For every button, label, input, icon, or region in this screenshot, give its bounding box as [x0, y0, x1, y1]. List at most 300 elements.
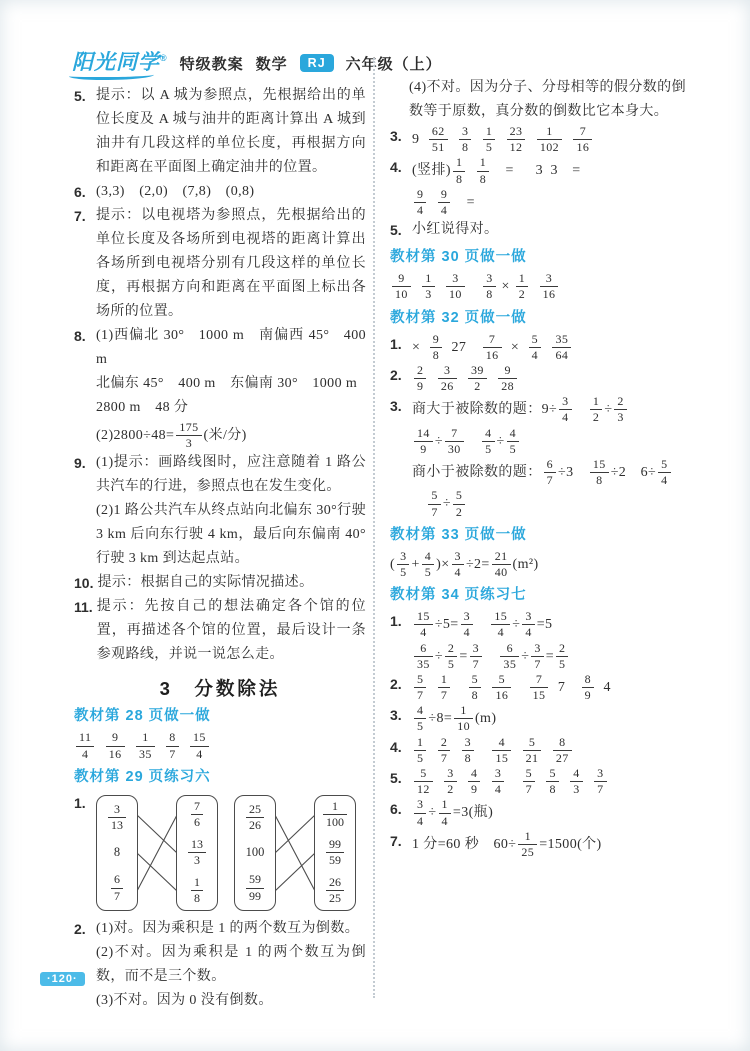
item-number: 2.: [390, 675, 402, 692]
fraction: [507, 427, 519, 456]
matching-value: [324, 875, 346, 906]
fraction: [492, 767, 504, 796]
answer-item: [74, 595, 366, 667]
fraction: [556, 642, 568, 671]
fraction-denominator: 26: [440, 379, 454, 394]
fraction-denominator: 4: [454, 564, 461, 579]
fraction-numerator: 1: [453, 156, 465, 171]
item-content: [412, 332, 686, 363]
matching-box-left: [234, 795, 276, 911]
fraction-numerator: 3: [461, 610, 473, 625]
fraction: [500, 642, 519, 671]
fraction-denominator: 35: [503, 656, 517, 671]
fraction: [326, 876, 344, 905]
answer-line: [412, 735, 686, 766]
fraction: [468, 364, 487, 393]
fraction-denominator: 5: [417, 719, 424, 734]
fraction: [414, 736, 426, 765]
fraction-denominator: 5: [417, 750, 424, 765]
textbook-page-heading: 教材第 28 页做一做: [74, 708, 211, 725]
answer-item: [74, 917, 366, 1013]
answer-item: [74, 571, 366, 595]
fraction-numerator: 7: [530, 673, 549, 688]
fraction: [414, 798, 426, 827]
answer-item: [390, 609, 686, 672]
item-number: 5.: [390, 770, 402, 786]
answer-item: [74, 204, 366, 324]
answer-line: 商小于被除数的题： $\frac{6}{7}$ ÷3 $\frac{15}{8}$ ÷2 6÷ $\frac{5}{4}$: [412, 457, 686, 488]
fraction: [191, 800, 203, 829]
fraction: [614, 395, 626, 424]
series-label: 特级教案: [179, 55, 244, 73]
matching-value: [106, 802, 128, 833]
answer-line: $\frac{3}{4}$ ÷ $\frac{1}{4}$ =3(瓶): [412, 797, 686, 828]
fraction: [439, 798, 451, 827]
fraction: [590, 458, 609, 487]
fraction: [552, 333, 571, 362]
answer-line: (1)对。因为乘积是 1 的两个数互为倒数。: [96, 920, 360, 936]
fraction: [188, 838, 206, 867]
fraction-numerator: 7: [191, 800, 203, 815]
fraction-denominator: 4: [196, 746, 203, 761]
fraction-numerator: 5: [492, 673, 511, 688]
fraction: [106, 731, 125, 760]
item-content: [96, 180, 366, 204]
item-content: [412, 766, 686, 797]
answer-item: [390, 703, 686, 734]
fraction-numerator: 59: [246, 873, 264, 888]
answer-line: 9 $\frac{62}{51}$ $\frac{3}{8}$ $\frac{1}{5}$ $\frac{23}{12}$ $\frac{1}{102}$ $\frac{7}{16}$: [412, 124, 686, 155]
fraction-numerator: 1: [516, 272, 528, 287]
column-divider: [373, 58, 375, 998]
fraction-numerator: 9: [498, 364, 517, 379]
fraction-denominator: 2: [518, 287, 526, 302]
answer-row: [390, 271, 686, 302]
answer-line: 商大于被除数的题：9÷ $\frac{3}{4}$ $\frac{1}{2}$ ÷ $\frac{2}{3}$: [412, 394, 686, 425]
fraction-denominator: 16: [108, 746, 122, 761]
fraction-numerator: 4: [422, 550, 434, 565]
fraction-denominator: 4: [494, 782, 502, 797]
item-number: 3.: [390, 398, 402, 415]
fraction: [483, 333, 502, 362]
fraction: [582, 673, 594, 702]
fraction-denominator: 4: [661, 473, 668, 488]
fraction-denominator: 2: [592, 410, 600, 425]
fraction: [530, 673, 549, 702]
fraction-denominator: 3: [573, 782, 580, 797]
item-number: 4.: [390, 738, 402, 755]
fraction-denominator: 7: [440, 750, 448, 765]
fraction-numerator: 3: [446, 272, 465, 287]
fraction: [438, 673, 450, 702]
fraction-numerator: 1: [537, 125, 562, 140]
fraction-numerator: 13: [188, 838, 206, 853]
fraction-denominator: 30: [447, 441, 461, 456]
fraction-denominator: 4: [525, 625, 532, 640]
fraction-numerator: 15: [414, 610, 433, 625]
fraction-numerator: 3: [414, 798, 426, 813]
fraction-numerator: 8: [166, 731, 178, 746]
fraction-numerator: 1: [422, 272, 434, 287]
fraction: [414, 642, 433, 671]
fraction-denominator: 5: [509, 441, 517, 456]
answer-line: 北偏东 45° 400 m 东偏南 30° 1000 m: [96, 376, 358, 391]
fraction-numerator: 26: [326, 876, 344, 891]
matching-value: [244, 802, 266, 833]
fraction: [446, 272, 465, 301]
fraction: [454, 704, 473, 733]
answer-item: [390, 218, 686, 242]
item-content: [96, 451, 366, 571]
fraction-numerator: 2: [414, 364, 426, 379]
fraction: [518, 830, 537, 859]
fraction-denominator: 5: [400, 564, 407, 579]
fraction-denominator: 8: [462, 140, 469, 155]
fraction: [246, 803, 264, 832]
fraction-numerator: 99: [326, 838, 344, 853]
fraction-denominator: 26: [249, 817, 261, 832]
item-number: 5.: [74, 88, 86, 104]
answer-line: (3)不对。因为 0 没有倒数。: [96, 992, 273, 1008]
fraction-numerator: 21: [492, 550, 511, 565]
item-number: 9.: [74, 455, 86, 472]
fraction-denominator: 4: [531, 347, 539, 362]
fraction: [594, 767, 606, 796]
textbook-page-heading: 教材第 29 页练习六: [74, 768, 211, 785]
fraction-numerator: 2: [614, 395, 626, 410]
fraction: [414, 673, 426, 702]
fraction: [111, 873, 123, 902]
answer-item: [390, 394, 686, 520]
fraction: [459, 125, 471, 154]
fraction: [529, 333, 541, 362]
item-content: [97, 571, 366, 595]
item-number: 2.: [74, 920, 86, 937]
fraction: [392, 272, 411, 301]
fraction: [461, 610, 473, 639]
item-number: 3.: [390, 128, 402, 144]
fraction-numerator: 9: [438, 188, 450, 203]
fraction-denominator: 7: [597, 782, 604, 797]
fraction-denominator: 8: [471, 688, 479, 703]
answer-item: [390, 829, 686, 860]
fraction-denominator: 99: [249, 888, 261, 903]
fraction-denominator: 7: [472, 656, 480, 671]
fraction-numerator: 1: [414, 736, 426, 751]
fraction-denominator: 9: [584, 688, 592, 703]
fraction-numerator: 1: [518, 830, 537, 845]
fraction-denominator: 16: [576, 140, 590, 155]
fraction-numerator: 4: [482, 427, 494, 442]
textbook-page-heading: 教材第 34 页练习七: [390, 587, 527, 604]
fraction-denominator: 10: [457, 719, 470, 734]
fraction-denominator: 3: [194, 853, 200, 868]
fraction-denominator: 8: [596, 473, 603, 488]
fraction: [323, 800, 347, 829]
fraction: [516, 272, 528, 301]
fraction-numerator: 5: [529, 333, 541, 348]
textbook-page-heading: 教材第 32 页做一做: [390, 309, 527, 326]
answer-line: 小红说得对。: [412, 222, 499, 238]
fraction-numerator: 1: [477, 156, 489, 171]
fraction-numerator: 175: [176, 421, 201, 436]
item-content: [412, 363, 686, 394]
matching-value: [186, 837, 208, 868]
fraction-denominator: 9: [471, 782, 478, 797]
item-number: 8.: [74, 328, 86, 344]
fraction-numerator: 4: [468, 767, 480, 782]
item-number: 7.: [74, 208, 86, 224]
answer-line: [412, 766, 686, 797]
answer-line: $\frac{6}{35}$ ÷ $\frac{2}{5}$ = $\frac{3}{7}$ $\frac{6}{35}$ ÷ $\frac{3}{7}$ = $\frac{2}{5}$: [412, 641, 686, 672]
fraction: [544, 458, 556, 487]
item-number: 6.: [74, 184, 86, 200]
fraction: [414, 767, 433, 796]
fraction-denominator: 7: [114, 888, 120, 903]
answer-line: $\frac{9}{4}$ $\frac{9}{4}$ =: [412, 187, 686, 218]
fraction-denominator: 4: [463, 625, 470, 640]
fraction: [445, 642, 457, 671]
fraction-numerator: 1: [590, 395, 602, 410]
fraction-numerator: 6: [544, 458, 556, 473]
matching-value: [189, 875, 205, 906]
item-content: [412, 155, 686, 218]
fraction-denominator: 3: [617, 410, 624, 425]
answer-line: $\frac{4}{5}$ ÷8= $\frac{1}{10}$ (m): [412, 703, 686, 734]
item-content: [412, 829, 686, 860]
fraction: [483, 272, 495, 301]
fraction-numerator: 5: [523, 736, 542, 751]
answer-line: (1)提示：画路线图时，应注意随着 1 路公共汽车的行进，参照点也在发生变化。: [96, 455, 366, 495]
fraction: [573, 125, 592, 154]
fraction-numerator: 3: [483, 272, 495, 287]
answer-item: [74, 84, 366, 180]
textbook-page-heading: 教材第 33 页做一做: [390, 526, 527, 543]
fraction-denominator: 25: [329, 891, 341, 906]
textbook-page-heading: 教材第 30 页做一做: [390, 249, 527, 266]
fraction-numerator: 11: [76, 731, 94, 746]
answer-line: (2)不对。因为乘积是 1 的两个数互为倒数，而不是三个数。: [96, 944, 366, 984]
fraction-denominator: 6: [194, 815, 200, 830]
item-content: [412, 797, 686, 828]
item-number: 3.: [390, 707, 402, 724]
matching-value: [321, 799, 349, 830]
fraction-numerator: 8: [553, 736, 572, 751]
answer-item: [74, 451, 366, 571]
fraction: [191, 876, 203, 905]
fraction-denominator: 16: [485, 347, 499, 362]
fraction: [136, 731, 155, 760]
fraction-denominator: 16: [495, 688, 509, 703]
fraction-denominator: 4: [441, 813, 448, 828]
item-content: [96, 324, 366, 451]
fraction-numerator: 1: [136, 731, 155, 746]
answer-item: [390, 155, 686, 218]
fraction-numerator: 6: [111, 873, 123, 888]
fraction-denominator: 10: [395, 287, 408, 302]
fraction-denominator: 5: [447, 656, 455, 671]
fraction-numerator: 5: [453, 489, 465, 504]
fraction-denominator: 15: [495, 750, 509, 765]
fraction-numerator: 9: [430, 333, 442, 348]
fraction-denominator: 9: [417, 379, 424, 394]
fraction-numerator: 3: [459, 125, 471, 140]
fraction: [540, 272, 559, 301]
fraction-numerator: 3: [594, 767, 606, 782]
fraction-numerator: 9: [106, 731, 125, 746]
fraction: [326, 838, 344, 867]
fraction: [438, 736, 450, 765]
subject-label: 数学: [255, 55, 288, 73]
fraction: [76, 731, 94, 760]
item-number: 1.: [390, 613, 402, 630]
fraction-denominator: 7: [525, 782, 533, 797]
answer-line: (2)2800÷48= $\frac{175}{3}$ (米/分): [96, 420, 247, 451]
answer-item: [74, 180, 366, 204]
fraction-numerator: 3: [438, 364, 457, 379]
matching-value: [324, 837, 346, 868]
answer-line: $\frac{5}{7}$ $\frac{1}{7}$ $\frac{5}{8}$ $\frac{5}{16}$ $\frac{7}{15}$ 7 $\frac{8}{9}$ 4: [412, 672, 686, 703]
fraction-denominator: 16: [542, 287, 556, 302]
fraction: [397, 550, 409, 579]
fraction-denominator: 2: [474, 379, 481, 394]
fraction-denominator: 9: [420, 441, 427, 456]
answer-line: 提示：以 A 城为参照点，先根据给出的单位长度及 A 城与油井的距离计算出 A 城到油井有几段这样的单位长度，再根据方向和距离在平面图上确定油井的位置。: [96, 88, 366, 175]
fraction-numerator: 1: [438, 673, 450, 688]
fraction: [438, 364, 457, 393]
matching-value: [189, 799, 205, 830]
fraction-denominator: 4: [440, 202, 448, 217]
fraction-denominator: 5: [424, 564, 432, 579]
fraction-denominator: 2: [447, 782, 454, 797]
fraction-numerator: 3: [397, 550, 409, 565]
fraction-denominator: 3: [185, 436, 193, 451]
matching-box-right: [176, 795, 218, 911]
fraction: [537, 125, 562, 154]
fraction-numerator: 4: [570, 767, 582, 782]
fraction-denominator: 35: [138, 746, 152, 761]
fraction-denominator: 7: [417, 688, 424, 703]
fraction: [546, 767, 558, 796]
fraction-denominator: 25: [521, 844, 535, 859]
fraction: [108, 803, 126, 832]
answer-line: ( $\frac{3}{5}$ + $\frac{4}{5}$ )× $\frac{3}{4}$ ÷2= $\frac{21}{40}$ (m²): [390, 548, 539, 579]
fraction: [470, 642, 482, 671]
page-header: [72, 46, 442, 80]
fraction-numerator: 15: [590, 458, 609, 473]
matching-value: 8: [113, 845, 121, 860]
left-column: [74, 84, 366, 1013]
item-content: [412, 735, 686, 766]
item-content: [96, 917, 366, 1013]
fraction: [658, 458, 670, 487]
fraction-denominator: 7: [431, 504, 438, 519]
item-content: [412, 703, 686, 734]
fraction-numerator: 3: [531, 642, 543, 657]
brand-logo: [72, 46, 168, 80]
item-content: [96, 791, 366, 917]
fraction: [492, 673, 511, 702]
fraction-denominator: 51: [431, 140, 445, 155]
fraction: [190, 731, 209, 760]
fraction-numerator: 9: [414, 188, 426, 203]
answer-line: × $\frac{9}{8}$ 27 $\frac{7}{16}$ × $\frac{5}{4}$ $\frac{35}{64}$: [412, 332, 686, 363]
fraction-denominator: 4: [417, 813, 424, 828]
answer-line: 提示：根据自己的实际情况描述。: [97, 575, 314, 591]
fraction-denominator: 8: [455, 171, 463, 186]
answer-item: [390, 735, 686, 766]
fraction-denominator: 8: [464, 750, 472, 765]
fraction-numerator: 5: [523, 767, 535, 782]
fraction-denominator: 4: [497, 625, 505, 640]
fraction-numerator: 5: [414, 673, 426, 688]
fraction-denominator: 8: [486, 287, 493, 302]
item-content: [412, 218, 686, 242]
fraction-denominator: 13: [111, 817, 123, 832]
fraction: [553, 736, 572, 765]
answer-line: (3,3) (2,0) (7,8) (0,8): [96, 184, 255, 199]
fraction-denominator: 7: [169, 746, 176, 761]
fraction-numerator: 1: [191, 876, 203, 891]
fraction-numerator: 4: [507, 427, 519, 442]
fraction-denominator: 8: [194, 891, 200, 906]
fraction: [590, 395, 602, 424]
fraction-denominator: 3: [425, 287, 432, 302]
answer-item: [74, 324, 366, 451]
answer-line: (2)1 路公共汽车从终点站向北偏东 30°行驶 3 km 后向东行驶 4 km，最后向东偏南 40°行驶 3 km 到达起点站。: [96, 503, 366, 567]
item-content: [412, 672, 686, 703]
fraction-denominator: 64: [555, 347, 569, 362]
fraction-denominator: 27: [555, 750, 569, 765]
matching-value: [244, 872, 266, 903]
fraction-numerator: 2: [438, 736, 450, 751]
fraction-denominator: 10: [449, 287, 462, 302]
registered-mark: ®: [160, 53, 168, 63]
fraction-denominator: 8: [479, 171, 487, 186]
fraction-denominator: 8: [549, 782, 556, 797]
fraction-numerator: 2: [445, 642, 457, 657]
fraction: [414, 364, 426, 393]
fraction-denominator: 5: [485, 140, 493, 155]
fraction: [477, 156, 489, 185]
fraction-denominator: 28: [501, 379, 515, 394]
answer-item: [390, 797, 686, 828]
matching-group: [96, 795, 218, 911]
fraction-numerator: 3: [522, 610, 534, 625]
fraction-denominator: 7: [440, 688, 448, 703]
item-content: [412, 609, 686, 672]
answer-line: $\frac{14}{9}$ ÷ $\frac{7}{30}$ $\frac{4}{5}$ ÷ $\frac{4}{5}$: [412, 426, 686, 457]
answer-item: [390, 672, 686, 703]
fraction: [414, 610, 433, 639]
item-number: 10.: [74, 575, 94, 592]
fraction-numerator: 3: [444, 767, 456, 782]
fraction: [176, 421, 201, 450]
answer-line: 1 分=60 秒 60÷ $\frac{1}{25}$ =1500(个): [412, 828, 602, 859]
fraction-numerator: 1: [439, 798, 451, 813]
fraction-numerator: 7: [573, 125, 592, 140]
fraction-numerator: 5: [428, 489, 440, 504]
right-column: [390, 76, 686, 860]
answer-item: [390, 363, 686, 394]
fraction-numerator: 4: [414, 704, 426, 719]
fraction-numerator: 4: [492, 736, 511, 751]
fraction-numerator: 6: [414, 642, 433, 657]
matching-box-left: [96, 795, 138, 911]
fraction: [531, 642, 543, 671]
fraction: [462, 736, 474, 765]
fraction: [430, 333, 442, 362]
